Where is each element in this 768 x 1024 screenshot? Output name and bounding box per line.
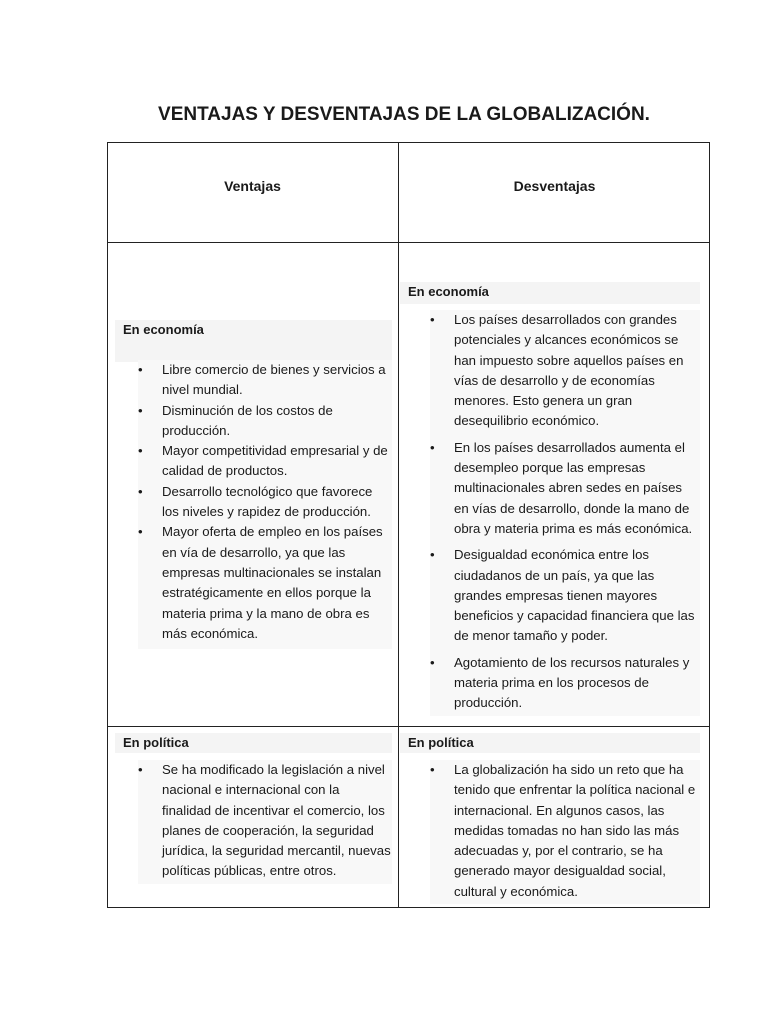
ventajas-politica-list [138,760,392,884]
bullet-icon: • [430,762,435,777]
list-item [430,760,700,902]
desventajas-economia-list [430,310,700,716]
desventajas-economia-heading: En economía [400,282,700,304]
list-item-text: Libre comercio de bienes y servicios a nivel mundial. [162,362,386,398]
bullet-icon: • [430,312,435,327]
header-desventajas: Desventajas [513,178,596,194]
list-item [430,438,700,539]
header-divider [107,242,710,243]
list-item-text: Se ha modificado la legislación a nivel nacional e internacional con la finalidad de incentivar el comercio, los planes de cooperación, la seguridad jurídica, la seguridad mercantil, nuevas políticas públicas, entre otros. [162,762,391,879]
list-item [138,760,392,882]
list-item-text: La globalización ha sido un reto que ha tenido que enfrentar la política nacional e internacional. En algunos casos, las medidas tomadas no han sido las más adecuadas y, por el contrario, se ha generado mayor desigualdad social, cultural y económica. [454,762,696,899]
list-item [138,482,392,523]
bullet-icon: • [430,439,435,455]
bullet-icon: • [430,547,435,563]
bullet-icon: • [138,483,143,499]
bullet-icon: • [430,654,435,670]
list-item [138,522,392,644]
list-item [138,401,392,442]
bullet-icon: • [138,762,143,777]
list-item-text: Mayor oferta de empleo en los países en vía de desarrollo, ya que las empresas multinacionales se instalan estratégicamente en ellos porque la materia prima y la mano de obra es más económica. [162,524,383,641]
list-item-text: Desigualdad económica entre los ciudadanos de un país, ya que las grandes empresas tienen mayores beneficios y capacidad financiera que las de menor tamaño y poder. [454,547,695,644]
document-title: VENTAJAS Y DESVENTAJAS DE LA GLOBALIZACIÓN. [158,104,650,125]
list-item-text: Disminución de los costos de producción. [162,402,333,438]
list-item [138,360,392,401]
section-divider [107,726,710,727]
list-item-text: Los países desarrollados con grandes potenciales y alcances económicos se han impuesto sobre aquellos países en vías de desarrollo y de economías menores. Esto genera un gran desequilibrio económico. [454,312,684,429]
bullet-icon: • [138,402,143,418]
header-ventajas: Ventajas [224,178,281,194]
bullet-icon: • [138,443,143,459]
bullet-icon: • [138,524,143,540]
list-item-text: Desarrollo tecnológico que favorece los niveles y rapidez de producción. [162,483,373,520]
column-divider [398,142,399,907]
desventajas-politica-list [430,760,700,904]
list-item [430,653,700,714]
ventajas-economia-list [138,360,392,649]
list-item [430,310,700,432]
ventajas-politica-heading: En política [115,733,392,753]
desventajas-politica-heading: En política [400,733,700,753]
comparison-table [107,142,710,908]
ventajas-economia-heading: En economía [115,320,392,362]
list-item-text: Mayor competitividad empresarial y de calidad de productos. [162,443,388,479]
list-item [138,441,392,482]
list-item [430,545,700,646]
list-item-text: En los países desarrollados aumenta el desempleo porque las empresas multinacionales abren sedes en países en vías de desarrollo, donde la mano de obra y materia prima es más económica. [454,439,693,536]
bullet-icon: • [138,362,143,377]
list-item-text: Agotamiento de los recursos naturales y materia prima en los procesos de producción. [454,654,690,711]
